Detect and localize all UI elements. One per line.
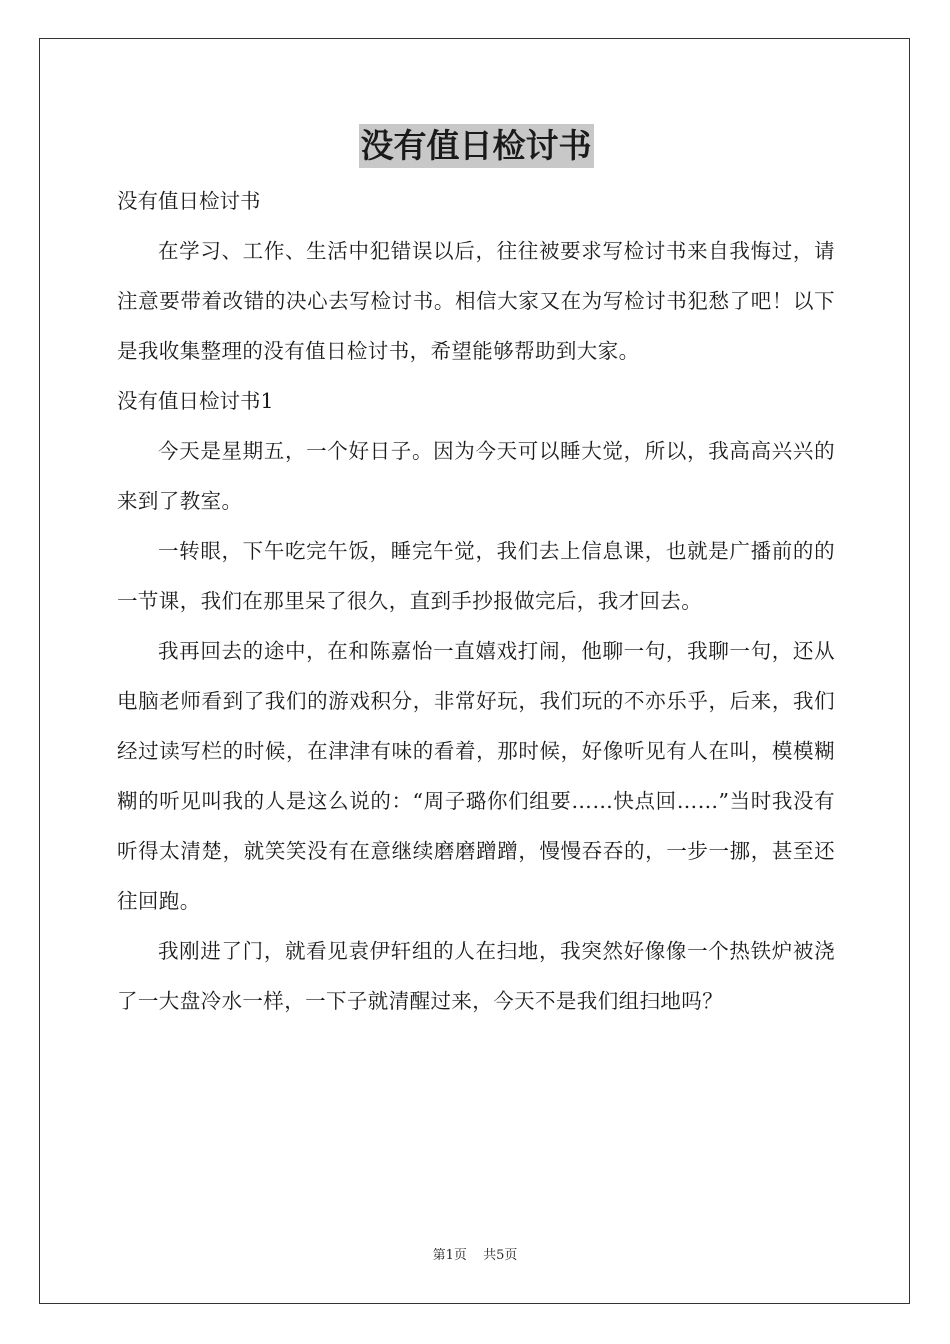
section-heading: 没有值日检讨书1 — [117, 389, 274, 413]
page-footer — [0, 1244, 950, 1263]
body-paragraph-2: 一转眼，下午吃完午饭，睡完午觉，我们去上信息课，也就是广播前的的一节课，我们在那里呆了很久，直到手抄报做完后，我才回去。 — [117, 539, 835, 613]
document-body — [117, 124, 835, 1026]
body-paragraph-1: 今天是星期五，一个好日子。因为今天可以睡大觉，所以，我高高兴兴的来到了教室。 — [117, 439, 835, 513]
body-paragraph-3: 我再回去的途中，在和陈嘉怡一直嬉戏打闹，他聊一句，我聊一句，还从电脑老师看到了我们的游戏积分，非常好玩，我们玩的不亦乐乎，后来，我们经过读写栏的时候，在津津有味的看着，那时候，好像听见有人在叫，模模糊糊的听见叫我的人是这么说的：“周子璐你们组要……快点回……”当时我没有听得太清楚，就笑笑没有在意继续磨磨蹭蹭，慢慢吞吞的，一步一挪，甚至还往回跑。 — [117, 639, 835, 913]
intro-paragraph: 在学习、工作、生活中犯错误以后，往往被要求写检讨书来自我悔过，请注意要带着改错的决心去写检讨书。相信大家又在为写检讨书犯愁了吧！以下是我收集整理的没有值日检讨书，希望能够帮助到大家。 — [117, 239, 835, 363]
document-subtitle: 没有值日检讨书 — [117, 189, 261, 213]
body-paragraph-4: 我刚进了门，就看见袁伊轩组的人在扫地，我突然好像像一个热铁炉被浇了一大盘冷水一样，一下子就清醒过来，今天不是我们组扫地吗？ — [117, 939, 835, 1013]
document-title: 没有值日检讨书 — [359, 124, 594, 168]
page-number: 第1页 — [432, 1248, 467, 1263]
title-wrap — [117, 124, 835, 170]
page-total: 共5页 — [483, 1248, 518, 1263]
